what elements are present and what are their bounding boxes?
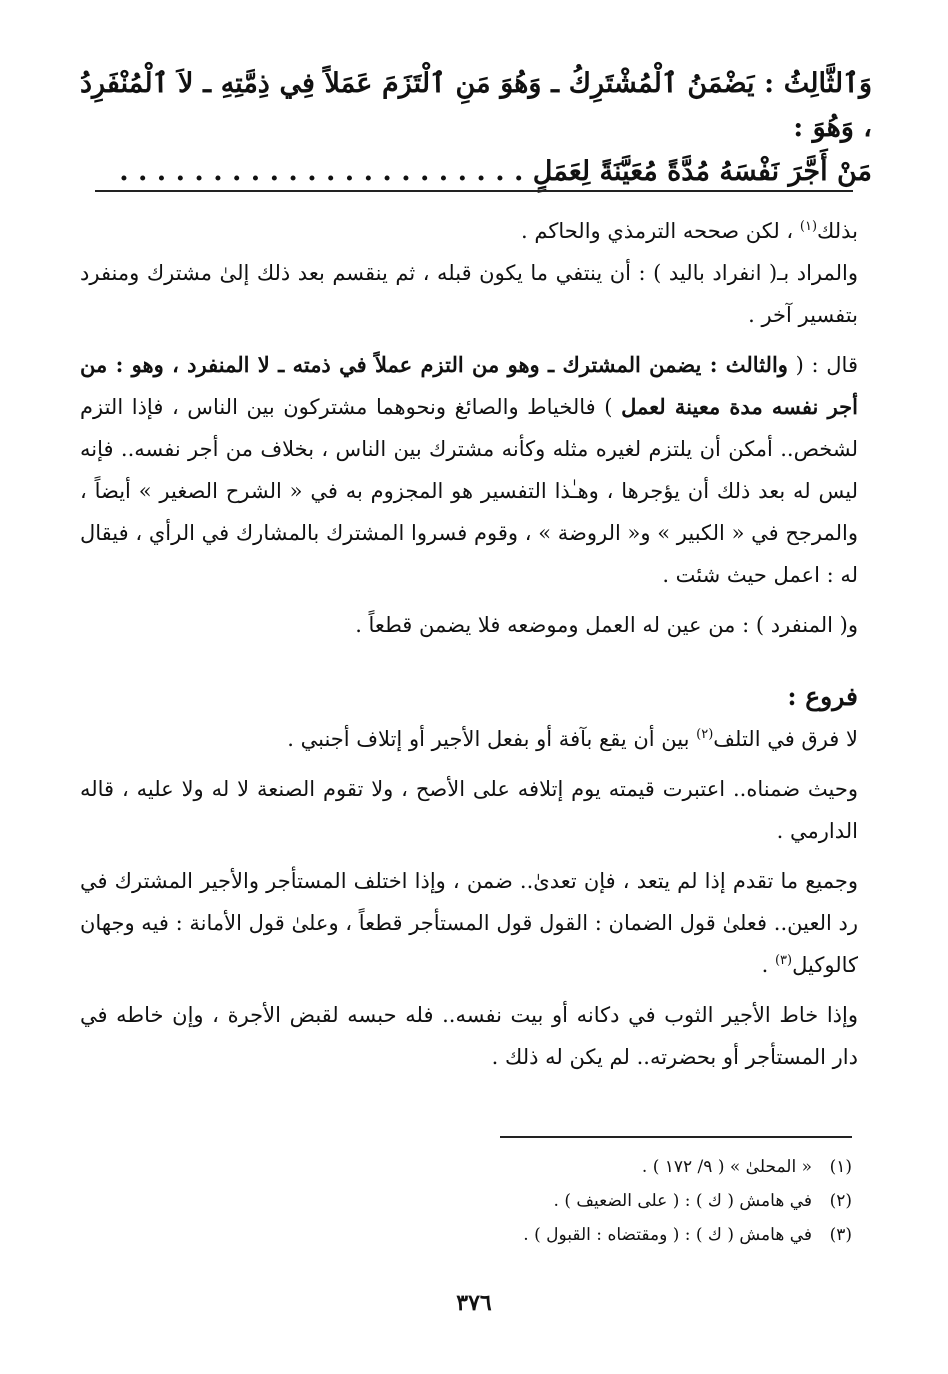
section-heading: فروع : [787,682,858,711]
quoted-matn: والثالث : يضمن المشترك ـ وهو من التزم عملاً في ذمته ـ لا المنفرد ، وهو : من أجر نفسه مدة معينة لعمل [80,352,858,419]
footnote [300,1184,852,1218]
paragraph: وحيث ضمناه.. اعتبرت قيمته يوم إتلافه على الأصح ، ولا تقوم الصنعة لا له ولا عليه ، قاله الدارمي . [80,777,858,843]
footnote-number: (٢) [829,1191,852,1211]
paragraph-text: لا فرق في التلف [713,727,858,751]
paragraph: وإذا خاط الأجير الثوب في دكانه أو بيت نفسه.. فله حبسه لقبض الأجرة ، وإن خاطه في دار المستأجر أو بحضرته.. لم يكن له ذلك . [80,1003,858,1069]
footnote-ref: (١) [799,219,818,234]
footnote [300,1218,852,1252]
footnote-text: « المحلىٰ » ( ٩/ ١٧٢ ) . [641,1157,812,1177]
paragraph [80,210,858,252]
paragraph [80,344,858,596]
paragraph [80,860,858,986]
commentary-text [80,210,858,1086]
matn-line: مَنْ أَجَّرَ نَفْسَهُ مُدَّةً مُعَيَّنَةً لِعَمَلٍ . . . . . . . . . . . . . . . . . . . . . . [119,156,872,187]
matn-divider [95,190,853,192]
paragraph-text: ) فالخياط والصائغ ونحوهما مشتركون بين الناس ، فإذا التزم لشخص.. أمكن أن يلتزم لغيره مثله وكأنه مشترك بين الناس ، بخلاف من أجر نفسه.. فإنه ليس له بعد ذلك أن يؤجرها ، وهـٰذا التفسير هو المجزوم به في « الشرح الصغير » أيضاً ، والمرجح في « الكبير » و« الروضة » ، وقوم فسروا المشترك بالمشارك في الرأي ، فيقال له : اعمل حيث شئت . [80,395,858,587]
paragraph-text: بين أن يقع بآفة أو بفعل الأجير أو إتلاف أجنبي . [287,727,697,751]
paragraph-text: وجميع ما تقدم إذا لم يتعد ، فإن تعدىٰ.. ضمن ، وإذا اختلف المستأجر والأجير المشترك في رد العين.. فعلىٰ قول الضمان : القول قول المستأجر قطعاً ، وعلىٰ قول الأمانة : فيه وجهان كالوكيل [80,869,858,977]
page-number: ٣٧٦ [456,1290,492,1316]
footnote-ref: (٢) [696,727,714,742]
footnote-number: (٣) [829,1225,852,1245]
paragraph [80,718,858,760]
matn-line: وَٱلثَّالِثُ : يَضْمَنُ ٱلْمُشْتَرِكُ ـ وَهُوَ مَنِ ٱلْتَزَمَ عَمَلاً فِي ذِمَّتِهِ ـ لاَ ٱلْمُنْفَرِدُ ، وَهُوَ : [80,68,872,143]
footnote [300,1150,852,1184]
matn-text [80,62,872,194]
footnote-text: في هامش ( ك ) : ( ومقتضاه : القبول ) . [523,1225,812,1245]
footnote-ref: (٣) [774,953,793,968]
footnotes [300,1150,852,1252]
paragraph: و( المنفرد ) : من عين له العمل وموضعه فلا يضمن قطعاً . [355,613,858,637]
paragraph: والمراد بـ( انفراد باليد ) : أن ينتفي ما يكون قبله ، ثم ينقسم بعد ذلك إلىٰ مشترك ومنفرد بتفسير آخر . [80,261,858,327]
paragraph-text: بذلك [817,219,858,243]
footnote-divider [500,1136,852,1138]
paragraph-text: ، لكن صححه الترمذي والحاكم . [521,219,800,243]
paragraph-text: . [761,953,775,977]
footnote-number: (١) [829,1157,852,1177]
footnote-text: في هامش ( ك ) : ( على الضعيف ) . [553,1191,812,1211]
paragraph-text: قال : ( [787,353,858,377]
